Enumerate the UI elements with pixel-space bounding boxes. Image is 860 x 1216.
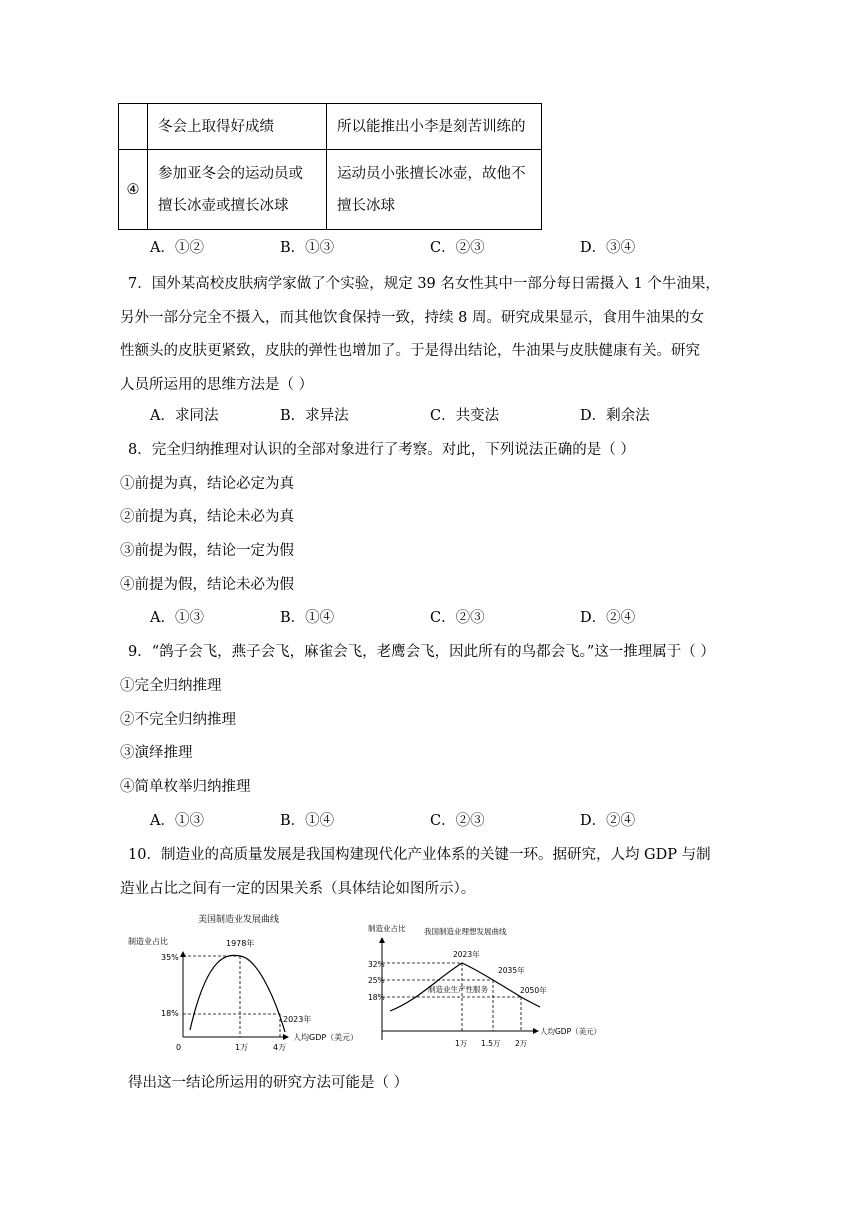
comparison-table xyxy=(118,103,542,230)
x-tick-label: 1万 xyxy=(455,1039,468,1048)
option-c[interactable]: C．②③ xyxy=(430,610,485,626)
option-c[interactable]: C．②③ xyxy=(430,240,485,256)
stem-line: 7．国外某高校皮肤病学家做了个实验，规定 39 名女性其中一部分每日需摄入 1 个牛油果， xyxy=(128,276,720,292)
y-axis-label: 制造业占比 xyxy=(128,937,168,946)
q8-item: ③前提为假，结论一定为假 xyxy=(120,543,294,559)
cell-text: 运动员小张擅长冰壶，故他不 xyxy=(337,165,526,182)
cell-text: 冬会上取得好成绩 xyxy=(158,118,274,135)
option-d[interactable]: D．②④ xyxy=(580,610,636,626)
y-tick-label: 25% xyxy=(368,976,385,985)
y-tick-label: 32% xyxy=(368,960,385,969)
option-d[interactable]: D．剩余法 xyxy=(580,408,650,424)
option-b[interactable]: B．求异法 xyxy=(280,408,349,424)
us-manufacturing-chart xyxy=(128,912,358,1057)
question-9-stem: 9．“鸽子会飞，燕子会飞，麻雀会飞，老鹰会飞，因此所有的鸟都会飞。”这一推理属于（ ） xyxy=(128,644,715,660)
annotation-2023: 2023年 xyxy=(453,950,480,959)
question-7-stem xyxy=(120,268,738,402)
table-cell xyxy=(327,150,542,230)
option-d[interactable]: D．②④ xyxy=(580,813,636,829)
x-tick-label: 1.5万 xyxy=(481,1039,501,1048)
q9-item: ②不完全归纳推理 xyxy=(120,712,236,728)
cell-text: 所以能推出小李是刻苦训练的 xyxy=(337,118,526,135)
y-tick-label: 18% xyxy=(368,993,385,1002)
cell-text: 擅长冰球 xyxy=(337,197,395,214)
series-label: 制造业生产性服务 xyxy=(428,985,488,994)
option-b[interactable]: B．①④ xyxy=(280,610,335,626)
option-c[interactable]: C．共变法 xyxy=(430,408,500,424)
table-cell-num: ④ xyxy=(119,150,148,230)
option-a[interactable]: A．①② xyxy=(150,240,204,256)
q8-item: ②前提为真，结论未必为真 xyxy=(120,509,294,525)
cell-text: 擅长冰壶或擅长冰球 xyxy=(158,197,289,214)
stem-line: 性额头的皮肤更紧致，皮肤的弹性也增加了。于是得出结论，牛油果与皮肤健康有关。研究 xyxy=(120,343,700,359)
annotation-1978: 1978年 xyxy=(226,939,255,948)
y-axis-label: 制造业占比 xyxy=(368,924,406,933)
y-tick-label: 18% xyxy=(161,1009,179,1018)
y-tick-label: 35% xyxy=(161,953,179,962)
table-row xyxy=(119,150,542,230)
chart-title: 我国制造业理想发展曲线 xyxy=(424,927,507,936)
option-a[interactable]: A．①③ xyxy=(150,813,204,829)
table-cell-num xyxy=(119,104,148,150)
stem-line: 人员所运用的思维方法是（ ） xyxy=(120,376,314,393)
q9-item: ④简单枚举归纳推理 xyxy=(120,779,251,795)
option-a[interactable]: A．①③ xyxy=(150,610,204,626)
china-manufacturing-chart xyxy=(368,918,618,1053)
option-b[interactable]: B．①④ xyxy=(280,813,335,829)
option-b[interactable]: B．①③ xyxy=(280,240,335,256)
question-10-question: 得出这一结论所运用的研究方法可能是（ ） xyxy=(128,1075,409,1091)
stem-line: 另外一部分完全不摄入，而其他饮食保持一致，持续 8 周。研究成果显示，食用牛油果的女 xyxy=(120,309,704,326)
cell-text: 参加亚冬会的运动员或 xyxy=(158,165,303,182)
origin-label: 0 xyxy=(176,1043,182,1052)
x-tick-label: 2万 xyxy=(515,1039,528,1048)
option-d[interactable]: D．③④ xyxy=(580,240,636,256)
table-cell xyxy=(148,104,327,150)
annotation-2050: 2050年 xyxy=(520,986,547,995)
table-row xyxy=(119,104,542,150)
q9-item: ③演绎推理 xyxy=(120,745,193,761)
annotation-2035: 2035年 xyxy=(498,966,525,975)
question-10-stem-cont: 造业占比之间有一定的因果关系（具体结论如图所示）。 xyxy=(120,881,476,897)
q8-item: ④前提为假，结论未必为假 xyxy=(120,577,294,593)
x-axis-label: 人均GDP（美元） xyxy=(540,1027,602,1036)
us-curve xyxy=(190,955,285,1032)
question-8-stem: 8．完全归纳推理对认识的全部对象进行了考察。对此，下列说法正确的是（ ） xyxy=(128,442,635,458)
q8-item: ①前提为真，结论必定为真 xyxy=(120,476,294,492)
annotation-2023: 2023年 xyxy=(283,1015,312,1024)
table-cell xyxy=(327,104,542,150)
x-tick-label: 1万 xyxy=(235,1043,249,1052)
table-cell xyxy=(148,150,327,230)
chart-title: 美国制造业发展曲线 xyxy=(198,915,280,925)
q9-item: ①完全归纳推理 xyxy=(120,678,222,694)
x-tick-label: 4万 xyxy=(273,1043,287,1052)
option-c[interactable]: C．②③ xyxy=(430,813,485,829)
option-a[interactable]: A．求同法 xyxy=(150,408,219,424)
x-axis-label: 人均GDP（美元） xyxy=(293,1033,358,1042)
question-10-stem: 10．制造业的高质量发展是我国构建现代化产业体系的关键一环。据研究，人均 GDP 与制 xyxy=(128,847,711,863)
